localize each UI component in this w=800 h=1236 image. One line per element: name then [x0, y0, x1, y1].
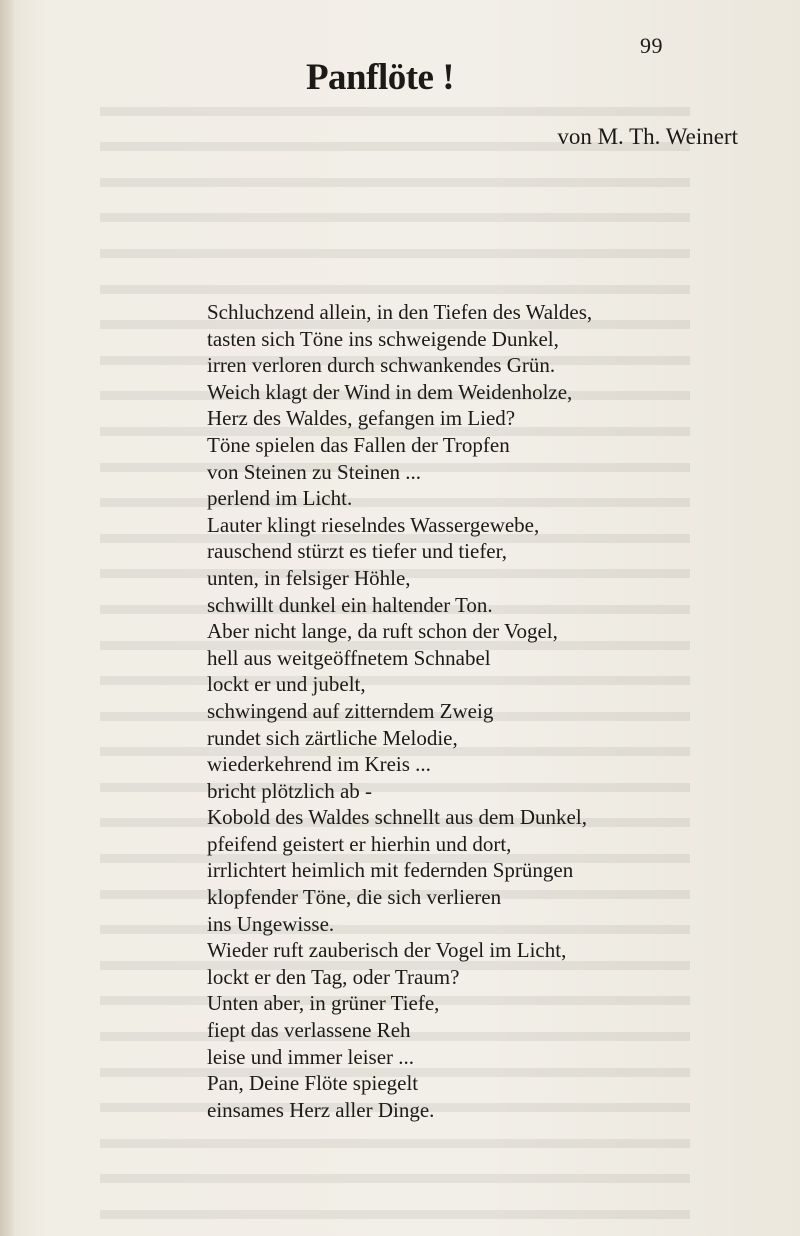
- poem-author: von M. Th. Weinert: [557, 124, 738, 149]
- poem-line: pfeifend geistert er hierhin und dort,: [207, 831, 512, 856]
- poem-line: fiept das verlassene Reh: [207, 1018, 411, 1043]
- poem-title: Panflöte !: [305, 57, 455, 98]
- page-gutter: [0, 0, 14, 1236]
- poem-line: Pan, Deine Flöte spiegelt: [207, 1071, 419, 1096]
- poem-line: irren verloren durch schwankendes Grün.: [207, 353, 556, 378]
- poem-line: Aber nicht lange, da ruft schon der Vogel,: [207, 619, 558, 644]
- poem-line: Herz des Waldes, gefangen im Lied?: [207, 406, 516, 431]
- poem-line: lockt er und jubelt,: [207, 672, 366, 697]
- page-number: 99: [640, 33, 663, 58]
- poem-line: Töne spielen das Fallen der Tropfen: [207, 432, 510, 457]
- poem-line: unten, in felsiger Höhle,: [207, 565, 411, 590]
- poem-line: irrlichtert heimlich mit federnden Sprüngen: [207, 858, 574, 883]
- poem-line: schwingend auf zitterndem Zweig: [207, 698, 494, 723]
- poem-line: perlend im Licht.: [207, 486, 353, 511]
- poem-line: hell aus weitgeöffnetem Schnabel: [207, 645, 491, 670]
- poem-line: Schluchzend allein, in den Tiefen des Waldes,: [207, 300, 593, 324]
- poem-line: von Steinen zu Steinen ...: [207, 459, 422, 484]
- poem-line: schwillt dunkel ein haltender Ton.: [207, 592, 493, 617]
- poem-line: rundet sich zärtliche Melodie,: [207, 725, 458, 750]
- poem-line: ins Ungewisse.: [207, 911, 335, 936]
- poem-line: klopfender Töne, die sich verlieren: [207, 885, 502, 910]
- poem-line: bricht plötzlich ab -: [207, 778, 373, 803]
- poem-line: rauschend stürzt es tiefer und tiefer,: [207, 539, 508, 564]
- poem-line: wiederkehrend im Kreis ...: [207, 752, 431, 777]
- poem-body: [207, 299, 627, 1123]
- poem-line: Unten aber, in grüner Tiefe,: [207, 991, 440, 1016]
- poem-line: Wieder ruft zauberisch der Vogel im Licht,: [207, 938, 567, 963]
- poem-line: Weich klagt der Wind in dem Weidenholze,: [207, 379, 573, 404]
- poem-line: Lauter klingt rieselndes Wassergewebe,: [207, 512, 540, 537]
- poem-line: einsames Herz aller Dinge.: [207, 1097, 435, 1122]
- poem-line: Kobold des Waldes schnellt aus dem Dunkel,: [207, 805, 587, 830]
- poem-line: leise und immer leiser ...: [207, 1044, 415, 1069]
- poem-line: lockt er den Tag, oder Traum?: [207, 964, 460, 989]
- poem-line: tasten sich Töne ins schweigende Dunkel,: [207, 326, 559, 351]
